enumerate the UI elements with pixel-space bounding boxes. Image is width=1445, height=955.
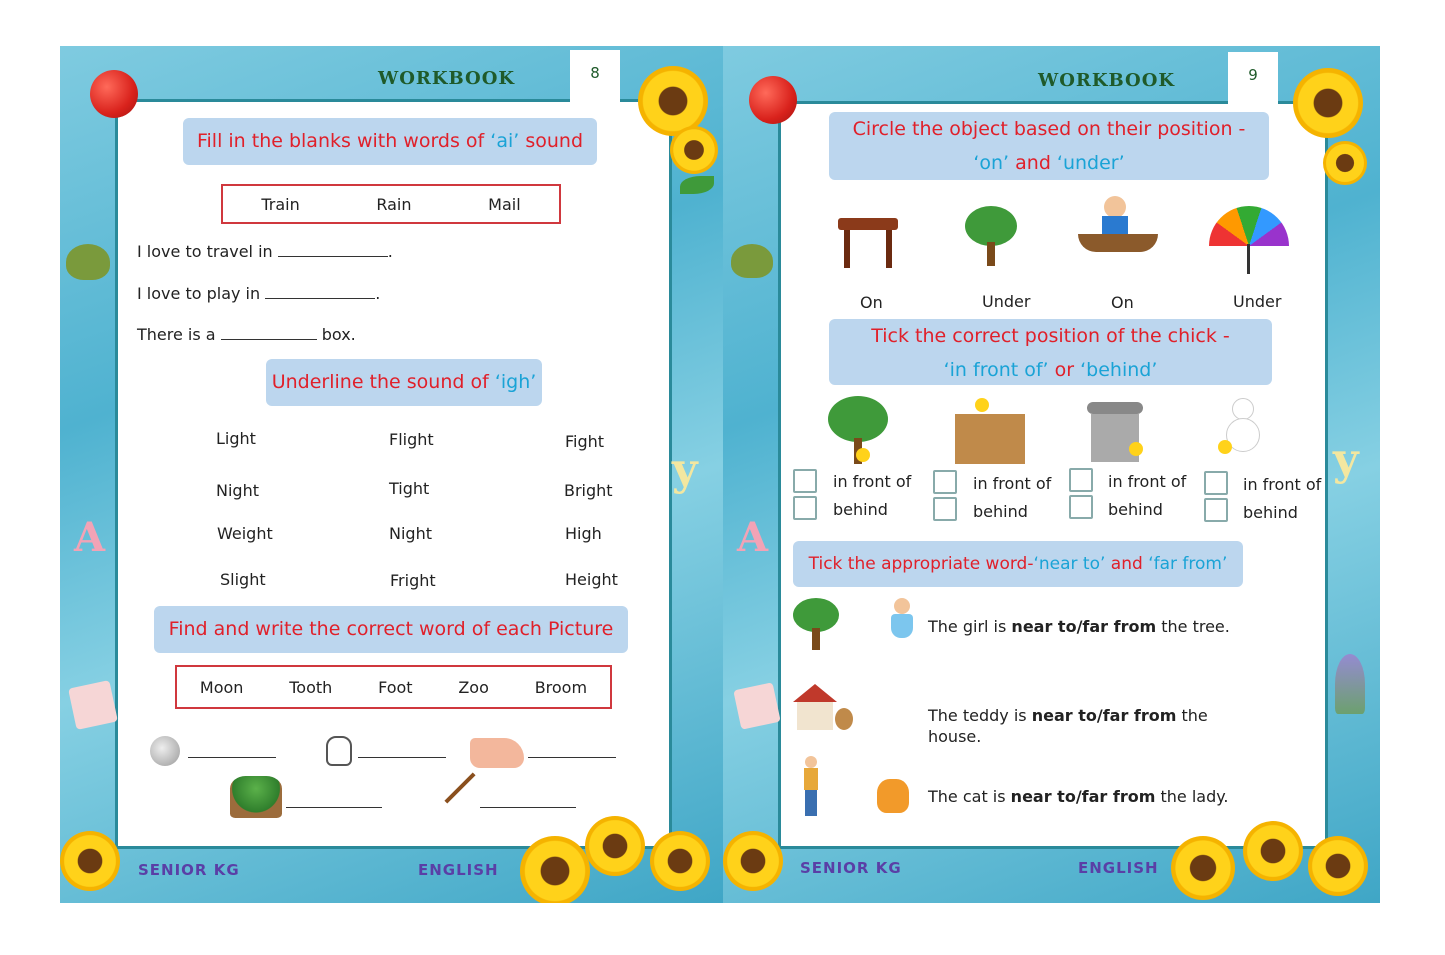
near-far-sentence xyxy=(928,706,1208,725)
checkbox-behind[interactable] xyxy=(933,497,957,521)
house-teddy-icon xyxy=(793,684,855,736)
zoo-icon xyxy=(230,776,282,818)
option-label: in front of xyxy=(1243,475,1322,494)
position-label: On xyxy=(1111,293,1134,312)
option-label: behind xyxy=(973,502,1028,521)
word-bank-item: Zoo xyxy=(458,677,489,697)
word-bank-item: Tooth xyxy=(289,677,333,697)
sunflower-icon xyxy=(520,836,590,903)
heading-highlight: ‘on’ xyxy=(973,152,1010,174)
word-bank-item: Mail xyxy=(488,194,521,214)
section-heading-near-far xyxy=(793,541,1243,587)
answer-line[interactable] xyxy=(286,806,382,808)
near-far-sentence xyxy=(928,617,1230,636)
sunflower-icon xyxy=(585,816,645,876)
checkbox-behind[interactable] xyxy=(793,496,817,520)
section-heading-picture-words: Find and write the correct word of each Picture xyxy=(154,606,628,653)
moon-icon xyxy=(150,736,180,766)
word-bank-item: Broom xyxy=(534,677,588,697)
answer-line[interactable] xyxy=(480,806,576,808)
word-bank-item: Moon xyxy=(199,677,244,697)
igh-word[interactable]: High xyxy=(565,524,602,543)
abc-blocks-icon xyxy=(68,680,118,730)
answer-line[interactable] xyxy=(188,756,276,758)
tooth-icon xyxy=(326,736,352,766)
igh-word[interactable]: Light xyxy=(216,429,256,448)
workbook-title: WORKBOOK xyxy=(378,68,516,89)
section-heading-on-under xyxy=(829,112,1269,180)
picture-word-bank xyxy=(175,665,612,709)
near-far-sentence xyxy=(928,787,1229,806)
boy-boat-icon[interactable] xyxy=(1078,196,1158,266)
heading-highlight: ‘ai’ xyxy=(490,130,520,152)
option-label: in front of xyxy=(973,474,1052,493)
turtle-icon xyxy=(66,244,110,280)
workbook-page-9 xyxy=(723,46,1380,903)
word-bank-item: Rain xyxy=(376,194,412,214)
girl-icon xyxy=(889,598,915,650)
sentence-text: box. xyxy=(316,325,356,344)
option-label: behind xyxy=(1108,500,1163,519)
checkbox-in-front-of[interactable] xyxy=(1069,468,1093,492)
igh-word[interactable]: Bright xyxy=(564,481,613,500)
option-label: in front of xyxy=(833,472,912,491)
sentence-text: The cat is xyxy=(928,787,1011,806)
section-heading-ai-sound xyxy=(183,118,597,165)
sunflower-icon xyxy=(1171,836,1235,900)
abc-blocks-icon xyxy=(733,682,780,729)
near-far-choice[interactable]: near to/far from xyxy=(1010,787,1156,806)
sunflower-icon xyxy=(1308,836,1368,896)
leaf-icon xyxy=(680,176,714,194)
table-ball-icon[interactable] xyxy=(838,218,898,268)
heading-text: Fill in the blanks with words of xyxy=(196,130,491,152)
igh-word[interactable]: Fright xyxy=(390,571,436,590)
heading-highlight: ‘far from’ xyxy=(1148,554,1228,574)
word-bank-item: Foot xyxy=(378,677,413,697)
checkbox-in-front-of[interactable] xyxy=(1204,471,1228,495)
page-number: 9 xyxy=(1228,52,1278,108)
turtle-icon xyxy=(731,244,773,278)
igh-word[interactable]: Fight xyxy=(565,432,605,451)
checkbox-behind[interactable] xyxy=(1069,495,1093,519)
letter-y-icon: y xyxy=(672,444,698,495)
workbook-page-8 xyxy=(60,46,723,903)
position-label: On xyxy=(860,293,883,312)
lavender-icon xyxy=(1335,654,1365,714)
word-bank-item: Train xyxy=(261,194,300,214)
footer-grade: SENIOR KG xyxy=(800,859,902,877)
igh-word[interactable]: Tight xyxy=(389,479,430,498)
section-heading-igh-sound xyxy=(266,359,542,406)
option-label: behind xyxy=(833,500,888,519)
snowman-chick-icon xyxy=(1218,394,1268,462)
answer-blank[interactable] xyxy=(265,285,375,299)
igh-word[interactable]: Height xyxy=(565,570,618,589)
heading-highlight: ‘igh’ xyxy=(494,371,537,393)
sentence-text: The girl is xyxy=(928,617,1012,636)
sentence-continuation: house. xyxy=(928,727,982,746)
fill-blank-sentence xyxy=(137,284,380,303)
heading-highlight: ‘under’ xyxy=(1056,152,1125,174)
sentence-text: The teddy is xyxy=(928,706,1032,725)
letter-y-icon: y xyxy=(1333,434,1359,485)
near-far-choice[interactable]: near to/far from xyxy=(1031,706,1177,725)
sentence-text: . xyxy=(387,242,393,261)
igh-word[interactable]: Weight xyxy=(217,524,273,543)
heading-text: Tick the correct position of the chick - xyxy=(871,325,1230,347)
section-heading-front-behind xyxy=(829,319,1272,385)
sentence-text: . xyxy=(375,284,381,303)
dustbin-chick-icon xyxy=(1085,402,1145,464)
sunflower-icon xyxy=(1323,141,1367,185)
sentence-text: the lady. xyxy=(1155,787,1229,806)
fill-blank-sentence xyxy=(137,242,393,261)
heading-text: sound xyxy=(519,130,584,152)
sunflower-icon xyxy=(650,831,710,891)
umbrella-dog-icon[interactable] xyxy=(1209,206,1289,276)
answer-blank[interactable] xyxy=(221,326,317,340)
heading-text: Underline the sound of xyxy=(271,371,495,393)
foot-icon xyxy=(470,738,524,768)
sunflower-icon xyxy=(60,831,120,891)
heading-text: Circle the object based on their position - xyxy=(852,118,1246,140)
workbook-title: WORKBOOK xyxy=(1038,70,1176,91)
tree-bird-icon[interactable] xyxy=(965,206,1017,266)
position-label: Under xyxy=(1233,292,1282,311)
heading-line-2 xyxy=(829,353,1272,387)
sentence-text: I love to travel in xyxy=(137,242,278,261)
lady-icon xyxy=(803,756,819,816)
letter-a-icon: A xyxy=(737,514,769,561)
checkbox-behind[interactable] xyxy=(1204,498,1228,522)
checkbox-in-front-of[interactable] xyxy=(933,470,957,494)
footer-subject: ENGLISH xyxy=(1078,859,1159,877)
sentence-text: the xyxy=(1176,706,1208,725)
igh-word[interactable]: Night xyxy=(389,524,432,543)
footer-grade: SENIOR KG xyxy=(138,861,240,879)
letter-a-icon: A xyxy=(74,514,106,561)
tree-icon xyxy=(793,598,839,650)
sunflower-icon xyxy=(1293,68,1363,138)
sunflower-icon xyxy=(1243,821,1303,881)
ai-word-bank xyxy=(221,184,561,224)
sentence-text: There is a xyxy=(137,325,221,344)
heading-highlight: ‘behind’ xyxy=(1080,359,1158,381)
footer-subject: ENGLISH xyxy=(418,861,499,879)
sentence-text: the tree. xyxy=(1156,617,1230,636)
heading-text: or xyxy=(1048,359,1081,381)
sunflower-icon xyxy=(723,831,783,891)
heading-highlight: ‘near to’ xyxy=(1033,554,1106,574)
heading-text: Tick the appropriate word- xyxy=(808,554,1034,574)
tree-chick-icon xyxy=(828,396,888,466)
sunflower-icon xyxy=(670,126,718,174)
fill-blank-sentence xyxy=(137,325,356,344)
heading-text: and xyxy=(1009,152,1057,174)
heading-line-2 xyxy=(829,146,1269,180)
apple-icon xyxy=(749,76,797,124)
sentence-text: I love to play in xyxy=(137,284,266,303)
igh-word[interactable]: Night xyxy=(216,481,259,500)
cat-icon xyxy=(877,779,909,813)
answer-blank[interactable] xyxy=(278,243,388,257)
answer-line[interactable] xyxy=(358,756,446,758)
checkbox-in-front-of[interactable] xyxy=(793,469,817,493)
answer-line[interactable] xyxy=(528,756,616,758)
near-far-choice[interactable]: near to/far from xyxy=(1011,617,1157,636)
position-label: Under xyxy=(982,292,1031,311)
option-label: behind xyxy=(1243,503,1298,522)
igh-word[interactable]: Flight xyxy=(389,430,434,449)
apple-icon xyxy=(90,70,138,118)
igh-word[interactable]: Slight xyxy=(220,570,266,589)
heading-highlight: ‘in front of’ xyxy=(943,359,1049,381)
heading-text: and xyxy=(1105,554,1149,574)
box-chick-icon xyxy=(955,398,1025,464)
page-number: 8 xyxy=(570,50,620,106)
option-label: in front of xyxy=(1108,472,1187,491)
